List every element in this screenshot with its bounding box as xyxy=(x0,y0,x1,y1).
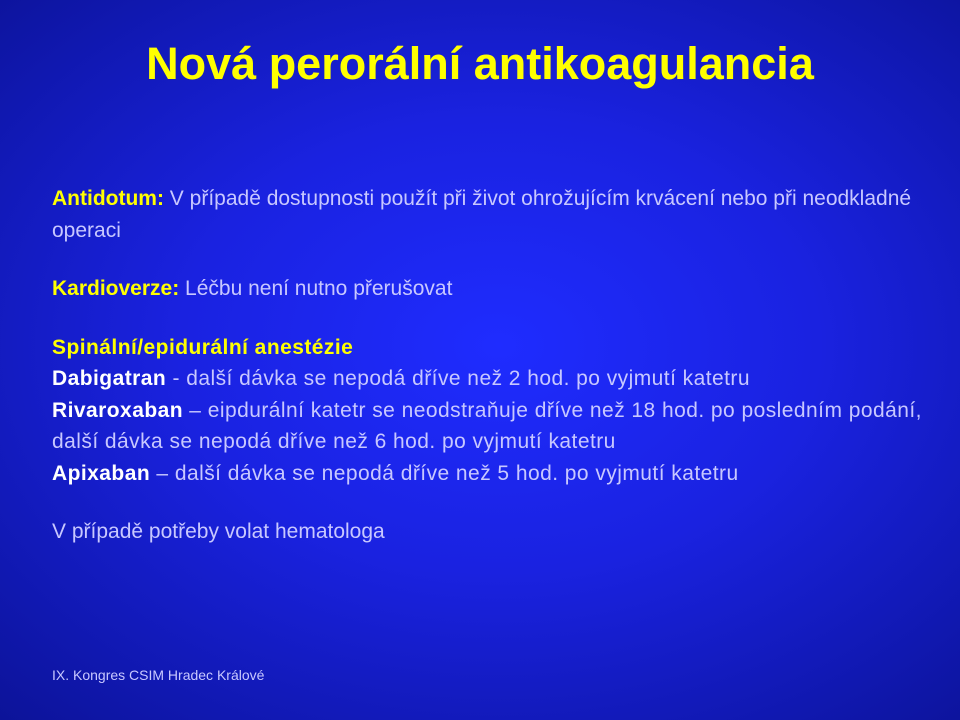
rivaroxaban-label: Rivaroxaban xyxy=(52,398,184,422)
closing-text: V případě potřeby volat hematologa xyxy=(52,520,385,543)
slide-content xyxy=(52,183,932,548)
rivaroxaban-text: – eipdurální katetr se neodstraňuje dříve než 18 hod. po posledním podání, další dávka se nepodá dříve než 6 hod. po vyjmutí katetru xyxy=(52,398,922,453)
antidotum-label: Antidotum: xyxy=(52,187,164,210)
antidotum-text: V případě dostupnosti použít při život ohrožujícím krvácení nebo při neodkladné operaci xyxy=(52,187,912,242)
apixaban-paragraph xyxy=(52,458,932,490)
antidotum-paragraph xyxy=(52,183,932,246)
kardioverze-paragraph xyxy=(52,273,932,305)
apixaban-label: Apixaban xyxy=(52,461,151,485)
kardioverze-text: Léčbu není nutno přerušovat xyxy=(179,277,453,300)
rivaroxaban-paragraph xyxy=(52,395,932,458)
apixaban-text: – další dávka se nepodá dříve než 5 hod. po vyjmutí katetru xyxy=(150,461,739,485)
dabigatran-text: - další dávka se nepodá dříve než 2 hod. po vyjmutí katetru xyxy=(166,367,751,390)
kardioverze-label: Kardioverze: xyxy=(52,277,180,300)
slide-title: Nová perorální antikoagulancia xyxy=(146,38,814,89)
dabigatran-label: Dabigatran xyxy=(52,367,167,390)
footer-text: IX. Kongres CSIM Hradec Králové xyxy=(52,667,265,683)
dabigatran-paragraph xyxy=(52,363,932,395)
anestezie-heading: Spinální/epidurální anestézie xyxy=(52,335,354,359)
anestezie-section xyxy=(52,332,932,490)
